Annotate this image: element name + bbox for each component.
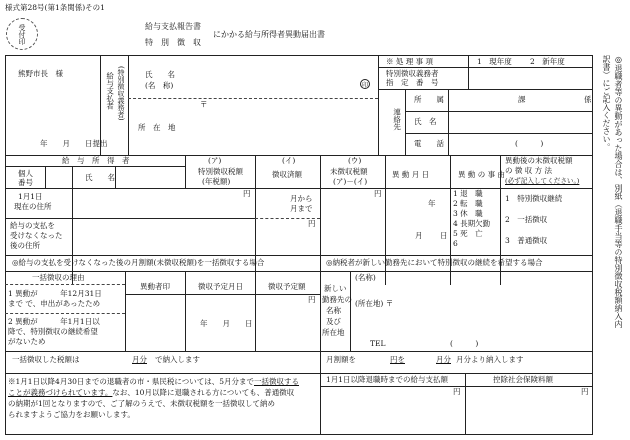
divider	[468, 67, 469, 89]
divider	[468, 55, 469, 67]
ido-date-label: 異 動 月 日	[392, 170, 430, 179]
newjob-name-label: (名称)	[355, 273, 376, 282]
processing-label: ※ 処 理 事 項	[386, 57, 434, 66]
yen-a: 円	[243, 189, 251, 198]
seal-mark: 印	[360, 79, 370, 89]
divider	[5, 271, 320, 272]
newjob-label-4: 及び	[326, 317, 341, 326]
after-label2: の 徴 収 方 法	[505, 166, 553, 175]
after-addr2: 受けなくなった	[10, 231, 63, 240]
divider	[320, 271, 593, 272]
divider	[378, 55, 379, 155]
side-note: ◎退職者等の異動があった場合は、別紙（退職手当等の特別徴収税額納入内訳書）にご記入ください。	[602, 55, 623, 328]
monthly-mid: 月分	[436, 355, 451, 364]
postal-mark: 〒	[200, 100, 208, 109]
divider	[350, 271, 351, 351]
method-2[interactable]: 2 一括徴収	[505, 215, 548, 224]
newjob-section-title: ◎納税者が新しい勤務先において特別徴収の継続を希望する場合	[326, 258, 543, 267]
ido-month: 月	[415, 231, 423, 240]
reason-3[interactable]: 3 休 職	[453, 209, 483, 218]
method-3[interactable]: 3 普通徴収	[505, 236, 548, 245]
phone-paren: ( )	[515, 139, 544, 148]
report-title-line1: 給与支払報告書	[145, 22, 201, 31]
lump-reason-1a[interactable]: 1 異動が 年12月31日	[8, 289, 102, 298]
plan-md: 年 月 日	[200, 319, 253, 328]
reception-stamp-circle: 受付印	[6, 18, 38, 50]
divider	[320, 255, 321, 373]
newjob-label-3: 名称	[326, 306, 341, 315]
from-month: 月から	[290, 194, 313, 203]
divider	[255, 271, 256, 351]
divider	[5, 218, 255, 219]
phone-label: 電 話	[414, 139, 444, 148]
yen-i: 円	[308, 219, 316, 228]
plan-yen: 円	[308, 295, 316, 304]
divider	[405, 133, 593, 134]
plan-amount-label: 徴収予定額	[268, 282, 306, 291]
footer-box1-yen: 円	[453, 387, 461, 396]
reason-2[interactable]: 2 転 職	[453, 199, 483, 208]
divider	[378, 89, 593, 90]
withholder-no-label2: 指 定 番 号	[386, 78, 439, 87]
lump-section-title: ◎給与の支払を受けなくなった後の月割額(未徴収税額)を一括徴収する場合	[12, 258, 265, 267]
lump-reason-2b: 降で、特別徴収の継続希望	[8, 327, 98, 336]
withholder-no-label: 特別徴収義務者	[386, 69, 439, 78]
footer-note-1: ※1月1日以降4月30日までの退職者の市・県民税については、5月分まで一括徴収する	[8, 377, 299, 386]
newjob-label-5: 所在地	[322, 328, 345, 337]
year-option-1[interactable]: 1 現年度	[477, 57, 512, 66]
divider	[115, 166, 116, 188]
monthly-pre: 月割額を	[326, 355, 356, 364]
kojin-label: 個人	[18, 169, 33, 178]
address-label: 所 在 地	[138, 123, 176, 132]
newjob-addr-label: (所在地) 〒	[355, 299, 394, 308]
method-1[interactable]: 1 特別徴収継続	[505, 194, 563, 203]
divider	[185, 271, 186, 351]
divider	[125, 294, 320, 295]
payer-label: 給与支払者	[105, 72, 115, 110]
newjob-label-1: 新しい	[324, 284, 347, 293]
divider	[72, 166, 73, 188]
after-label3: (必ず記入してください。)	[505, 177, 580, 185]
payer-paren: (特別徴収義務者)	[117, 66, 126, 121]
divider	[465, 373, 466, 435]
newjob-tel: TEL	[370, 339, 386, 348]
divider	[5, 255, 593, 256]
lump-reason-1b: まで で、申出があったため	[8, 299, 101, 308]
reason-6[interactable]: 6	[453, 239, 458, 248]
divider	[405, 89, 406, 155]
contact-label: 連絡先	[392, 108, 402, 131]
footer-note-4: られますようご協力をお願いします。	[8, 410, 135, 419]
employee-name-label: 氏 名	[85, 173, 115, 182]
plan-date-label: 徴収予定月日	[198, 282, 243, 291]
dept-label: 所 属	[414, 95, 444, 104]
after-label1: 異動後の未徴収税額	[505, 156, 573, 165]
contact-name-label: 氏 名	[414, 117, 437, 126]
ido-in-label: 異動者印	[140, 282, 170, 291]
divider	[185, 155, 186, 188]
divider	[5, 313, 125, 314]
divider	[320, 373, 321, 435]
lump-reason-2c: がないため	[8, 337, 46, 346]
col-a-label2: (年税額)	[202, 177, 231, 186]
divider	[378, 67, 593, 68]
ido-year: 年	[428, 199, 436, 208]
newjob-label-2: 勤務先の	[322, 295, 352, 304]
lump-summary-mid: 月分	[132, 355, 147, 364]
monthly-post: 月分より納入します	[456, 355, 524, 364]
reason-5[interactable]: 5 死 亡	[453, 229, 483, 238]
report-title-line2: 特 別 徴 収	[145, 38, 201, 47]
divider	[448, 89, 449, 155]
col-a-label1: 特別徴収税額	[198, 167, 243, 176]
yen-u: 円	[374, 189, 382, 198]
lump-reason-2a[interactable]: 2 異動が 年1月1日以	[8, 317, 100, 326]
divider	[128, 55, 129, 155]
after-addr3: 後の住所	[10, 241, 40, 250]
name-label: 氏 名	[145, 70, 175, 79]
footer-note-2: ことが義務づけられています。なお、10月以降に退職される方についても、普通徴収	[8, 388, 295, 397]
monthly-yen: 円を	[390, 355, 405, 364]
divider	[125, 271, 126, 351]
reason-4[interactable]: 4 長期欠勤	[453, 219, 491, 228]
footer-box2-label: 控除社会保険料額	[493, 375, 553, 384]
ido-reason-label: 異 動 の 事 由	[458, 170, 506, 179]
date-submitted: 年 月 日提出	[40, 139, 108, 148]
divider	[128, 98, 378, 99]
city-recipient: 熊野市長 様	[18, 69, 63, 78]
footer-box1-label: 1月1日以降退職時までの給与支払額	[326, 375, 449, 384]
footer-box2-yen: 円	[581, 387, 589, 396]
employee-section-label: 給 与 所 得 者	[62, 156, 130, 165]
divider	[45, 166, 46, 188]
col-u-label1: 未徴収税額	[330, 167, 368, 176]
divider	[5, 188, 593, 189]
footer-note-3: の納期が1回となりますので、ご了解のうえで、未徴収税額を一括徴収して納め	[8, 399, 275, 408]
ido-day: 日	[440, 231, 448, 240]
name-sub: (名 称)	[145, 81, 174, 90]
jan1-label1: 1月1日	[18, 192, 43, 201]
divider	[5, 373, 593, 374]
lump-summary-pre: 一括徴収した税額は	[12, 355, 80, 364]
lump-reason-title: 一括徴収の理由	[32, 273, 85, 282]
divider	[5, 166, 185, 167]
lump-summary-post: で納入します	[155, 355, 200, 364]
bango-label: 番号	[18, 178, 33, 187]
jan1-label2: 現在の住所	[14, 202, 52, 211]
report-title-suffix: にかかる給与所得者異動届出書	[213, 30, 325, 39]
kakari-label: 係	[584, 95, 592, 104]
col-a: (ア)	[208, 156, 222, 165]
after-addr1: 給与の支払を	[10, 221, 55, 230]
to-month: 月まで	[290, 204, 313, 213]
col-u: (ウ)	[348, 156, 362, 165]
divider	[5, 284, 125, 285]
year-option-2[interactable]: 2 新年度	[530, 57, 565, 66]
col-i: (イ)	[282, 156, 296, 165]
form-number: 様式第28号(第1条関係)その1	[5, 3, 105, 12]
col-i-label: 徴収済額	[272, 170, 302, 179]
reason-1[interactable]: 1 退 職	[453, 189, 483, 198]
col-u-label2: (ア)－(イ)	[333, 177, 368, 186]
ka-label: 課	[518, 95, 526, 104]
divider	[5, 351, 593, 352]
newjob-tel-paren: ( )	[450, 339, 479, 348]
divider	[405, 111, 593, 112]
